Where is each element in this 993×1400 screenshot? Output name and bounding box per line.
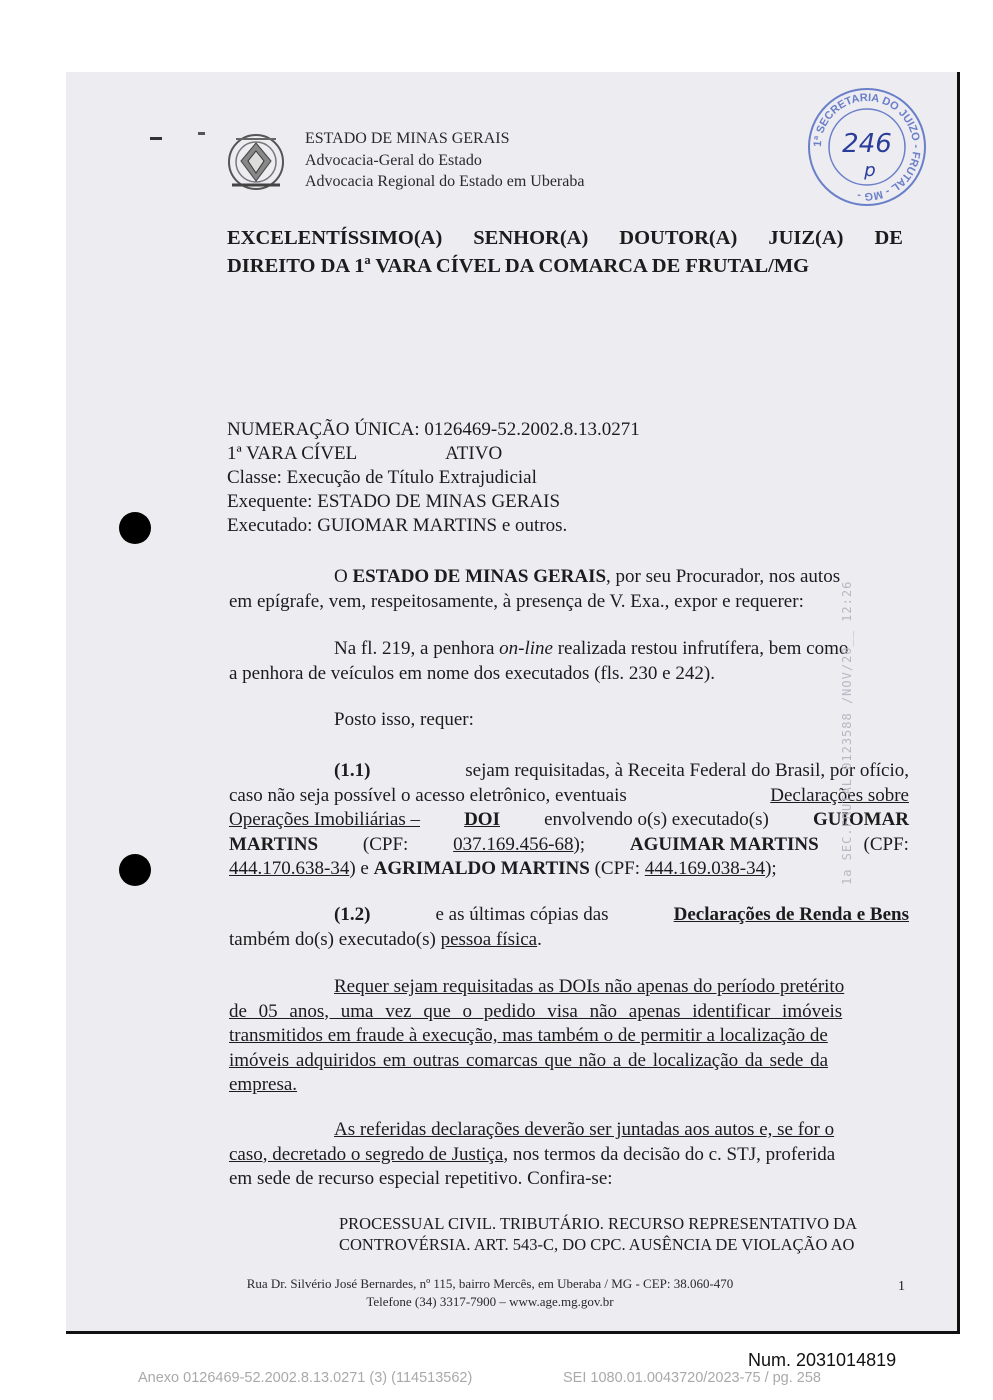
process-defendant: Executado: GUIOMAR MARTINS e outros. [227,515,568,536]
text: pessoa física [440,928,538,950]
addressee-word: DE [874,227,903,249]
addressee-heading [227,224,903,280]
protocol-stamp: 1a SEC.FRUTAL 0123588 /NOV/20__ 12:26 [840,580,854,885]
text: Na fl. 219, a penhora [334,638,500,659]
text: em epígrafe, vem, respeitosamente, à presença de V. Exa., expor e requerer: [229,590,804,612]
letterhead-office: Advocacia Regional do Estado em Uberaba [305,173,585,190]
coat-of-arms-icon [226,131,286,193]
text: transmitidos em fraude à execução, mas também o de permitir a localização de [229,1025,828,1046]
text: sejam requisitadas, à Receita Federal do Brasil, por ofício, [465,760,909,781]
annex-label: Anexo 0126469-52.2002.8.13.0271 (3) (114513562) [138,1370,473,1386]
process-status: ATIVO [445,443,503,464]
addressee-word: SENHOR(A) [473,227,589,249]
letterhead-agency: Advocacia-Geral do Estado [305,151,482,169]
process-number: NUMERAÇÃO ÚNICA: 0126469-52.2002.8.13.0271 [227,419,640,440]
addressee-word: EXCELENTÍSSIMO(A) [227,227,443,249]
text: e as últimas cópias das [435,904,609,925]
stamp-ring-text: 1ª SECRETARIA DO JUIZO - FRUTAL - MG - [811,91,923,203]
process-plaintiff: Exequente: ESTADO DE MINAS GERAIS [227,491,561,512]
scan-mark [150,137,162,140]
punch-hole [119,854,151,886]
footer-address: Rua Dr. Silvério José Bernardes, nº 115, bairro Mercês, em Uberaba / MG - CEP: 38.060-470 [246,1276,734,1291]
paragraph-background [229,637,909,686]
text: on-line [499,638,553,659]
text: O [334,566,353,587]
text: (1.1) [334,760,371,781]
text: AGUIMAR MARTINS [629,833,819,855]
text: Requer sejam requisitadas as DOIs não apenas do período pretérito [334,976,845,997]
text: de 05 anos, uma vez que o pedido visa não apenas identificar imóveis [229,1000,843,1022]
page-number: 1 [898,1279,905,1294]
process-class: Classe: Execução de Título Extrajudicial [227,467,537,488]
text: AGRIMALDO MARTINS [373,858,590,879]
text: CONTROVÉRSIA. ART. 543-C, DO CPC. AUSÊNCIA DE VIOLAÇÃO AO [339,1235,855,1254]
text: As referidas declarações deverão ser juntadas aos autos e, se for o [334,1119,835,1140]
citation-quote [339,1213,911,1255]
text: DOI [464,809,500,830]
letterhead [305,128,584,193]
paragraph-secrecy [229,1118,909,1192]
text: Posto isso, requer: [334,709,474,730]
text: PROCESSUAL CIVIL. TRIBUTÁRIO. RECURSO REPRESENTATIVO DA [339,1214,858,1233]
text: (CPF: [863,833,909,855]
text: realizada restou infrutífera, bem como [552,638,849,659]
addressee-line2: DIREITO DA 1ª VARA CÍVEL DA COMARCA DE FRUTAL/MG [227,255,810,277]
text: ) e [349,858,374,879]
paragraph-doi-period [229,975,909,1098]
paragraph-intro [229,565,909,614]
text: caso não seja possível o acesso eletrônico, eventuais [229,784,627,806]
text: Declarações sobre [770,784,909,806]
text: em sede de recurso especial repetitivo. Confira-se: [229,1168,613,1189]
text: , por seu Procurador, nos autos [606,566,841,587]
punch-hole [119,512,151,544]
text: (CPF: [589,858,645,879]
text: envolvendo o(s) executado(s) [544,809,769,830]
text: empresa. [229,1074,298,1095]
text: ESTADO DE MINAS GERAIS [352,566,607,587]
paragraph-request-1-1 [229,759,909,882]
paragraph-request-1-2 [229,903,909,952]
addressee-word: JUIZ(A) [768,227,844,249]
stamp-letter: p [864,160,876,181]
page-footer [200,1275,780,1311]
text: 444.169.038-34 [644,858,766,879]
text: Operações Imobiliárias – [229,809,420,830]
scan-mark [198,132,205,135]
text: (CPF: [362,833,409,855]
process-court: 1ª VARA CÍVEL [227,443,358,464]
footer-contact: Telefone (34) 3317-7900 – www.age.mg.gov.br [366,1294,614,1309]
letterhead-state: ESTADO DE MINAS GERAIS [305,130,510,147]
text: a penhora de veículos em nome dos executados (fls. 230 e 242). [229,662,715,684]
text: MARTINS [229,833,319,855]
text: ); [765,858,777,879]
text: . [537,928,542,950]
text: 037.169.456-68 [453,833,574,855]
text: caso, decretado o segredo de Justiça [229,1143,504,1165]
process-info [227,418,640,538]
text: imóveis adquiridos em outras comarcas que não a de localização da sede da [229,1049,829,1071]
text: Declarações de Renda e Bens [673,904,909,925]
stamp-folio: 246 [842,129,892,159]
court-stamp [806,86,928,208]
paragraph-request-intro [229,708,909,733]
addressee-word: DOUTOR(A) [619,227,738,249]
text: ); [573,833,586,855]
document-number: Num. 2031014819 [748,1350,897,1370]
text: também do(s) executado(s) [229,928,441,950]
text: 444.170.638-34 [229,858,350,879]
text: , nos termos da decisão do c. STJ, proferida [503,1143,836,1165]
sei-reference: SEI 1080.01.0043720/2023-75 / pg. 258 [563,1370,821,1386]
text: (1.2) [334,904,371,925]
text: GUIOMAR [812,809,909,830]
